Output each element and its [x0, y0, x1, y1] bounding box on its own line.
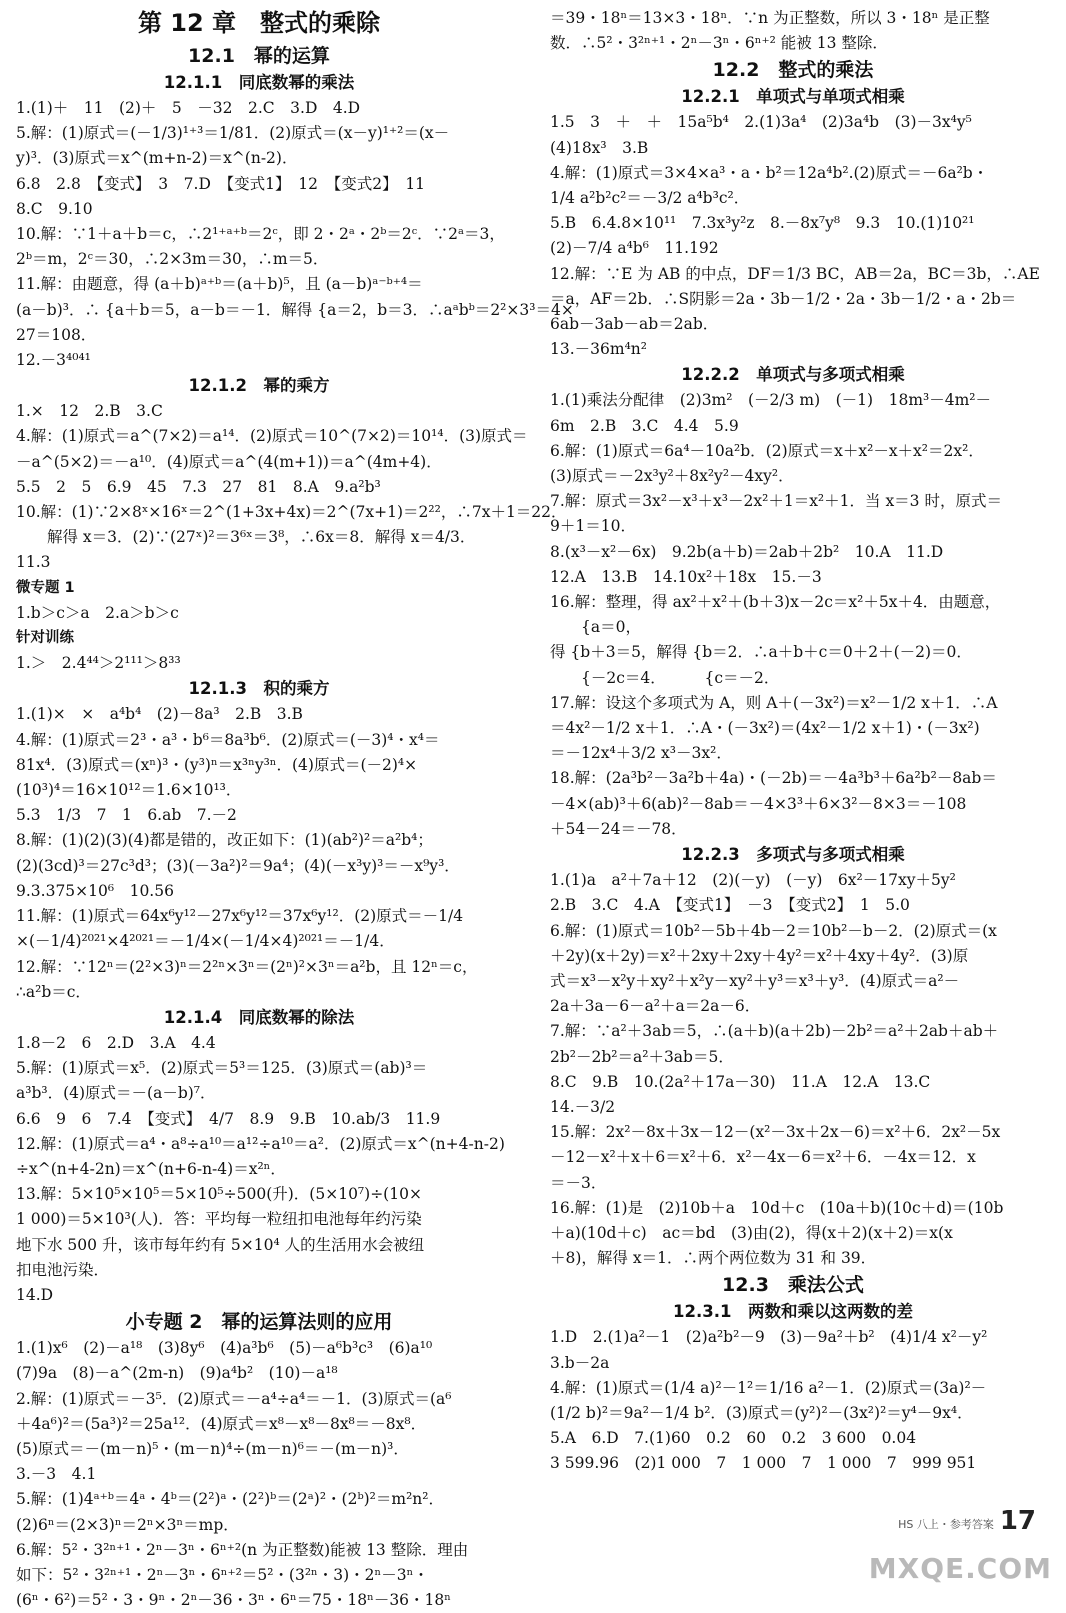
answer-line: {－2c＝4． {c＝－2． [550, 668, 780, 687]
answer-line: －4×(ab)³＋6(ab)²－8ab＝－4×3³＋6×3²－8×3＝－108 [550, 794, 967, 813]
answer-line: (1/2 b)²＝9a²－1/4 b²．(3)原式＝(y²)²－(3x²)²＝y⁴－9x⁴． [550, 1403, 973, 1422]
answer-line: 数．∴5²・3²ⁿ⁺¹・2ⁿ－3ⁿ・6ⁿ⁺² 能被 13 整除． [550, 34, 888, 53]
answer-line: 1.(1)＋ 11 (2)＋ 5 －32 2.C 3.D 4.D [16, 99, 361, 117]
answer-line: (5)原式＝－(m－n)⁵・(m－n)⁴÷(m－n)⁶＝－(m－n)³． [16, 1439, 409, 1458]
answer-line: 6.6 9 6 7.4 【变式】 4/7 8.9 9.B 10.ab/3 11.9 [16, 1109, 441, 1128]
answer-line: 5.解：(1)原式＝(－1/3)¹⁺³＝1/81．(2)原式＝(x－y)¹⁺²＝(x－ [16, 124, 450, 143]
page-number: 17 [999, 1506, 1036, 1536]
answer-line: 5.解：(1)原式＝x⁵．(2)原式＝5³＝125．(3)原式＝(ab)³＝ [16, 1059, 428, 1078]
answer-line: 11.解：由题意，得 (a＋b)ᵃ⁺ᵇ＝(a＋b)⁵，且 (a－b)ᵃ⁻ᵇ⁺⁴＝ [16, 275, 423, 294]
answer-line: 7.解：原式＝3x²－x³＋x³－2x²＋1＝x²＋1．当 x＝3 时，原式＝ [550, 492, 1002, 511]
answer-line: (10³)⁴＝16×10¹²＝1.6×10¹³． [16, 781, 242, 800]
answer-line: 11.解：(1)原式＝64x⁶y¹²－27x⁶y¹²＝37x⁶y¹²．(2)原式＝－1/4 [16, 907, 464, 926]
answer-line: 12.解：∵12ⁿ＝(2²×3)ⁿ＝2²ⁿ×3ⁿ＝(2ⁿ)²×3ⁿ＝a²b，且 12ⁿ＝c， [16, 957, 478, 976]
answer-line: 2.解：(1)原式＝－3⁵．(2)原式＝－a⁴÷a⁴＝－1．(3)原式＝(a⁶ [16, 1389, 452, 1408]
answer-line: 12.解：∵E 为 AB 的中点，DF＝1/3 BC，AB＝2a，BC＝3b，∴AE [550, 264, 1040, 283]
section-heading: 12.1.1 同底数幂的乘法 [163, 73, 355, 92]
answer-line: 3.－3 4.1 [16, 1465, 97, 1484]
answer-line: (3)原式＝－2x³y²＋8x²y²－4xy²． [550, 467, 794, 486]
answer-line: (4)18x³ 3.B [550, 138, 649, 157]
answer-line: 1.× 12 2.B 3.C [16, 402, 163, 421]
answer-line: 16.解：(1)是 (2)10b＋a 10d＋c (10a＋b)(10c＋d)＝(10b [550, 1198, 1004, 1217]
answer-line: 14.D [16, 1285, 54, 1304]
answer-line: －12－x²＋x＋6＝x²＋6．x²－4x－6＝x²＋6．－4x＝12．x [550, 1148, 976, 1167]
answer-line: 3.b－2a [550, 1353, 610, 1372]
answer-line: 1/4 a²b²c²＝－3/2 a⁴b³c²． [550, 189, 750, 208]
answer-line: ＋4a⁶)²＝(5a³)²＝25a¹²．(4)原式＝x⁸－x⁸－8x⁸＝－8x⁸． [16, 1414, 427, 1433]
section-heading: 12.2.3 多项式与多项式相乘 [681, 845, 905, 865]
watermark: MXQE.COM [868, 1552, 1052, 1585]
answer-line: ∴a²b＝c． [16, 982, 91, 1001]
answer-line: 81x⁴．(3)原式＝(xⁿ)³・(y³)ⁿ＝x³ⁿy³ⁿ．(4)原式＝(－2)⁴× [16, 755, 418, 774]
answer-line: ＋8)，解得 x＝1．∴两个两位数为 31 和 39． [550, 1249, 877, 1268]
answer-line: 11.3 [16, 553, 51, 572]
answer-line: 1.8－2 6 2.D 3.A 4.4 [16, 1033, 216, 1052]
answer-line: 9＋1＝10． [550, 517, 636, 536]
answer-line: ＋a)(10d＋c) ac＝bd (3)由(2)，得(x＋2)(x＋2)＝x(x [550, 1223, 953, 1242]
answer-line: (2)－7/4 a⁴b⁶ 11.192 [550, 239, 719, 258]
answer-line: 5.A 6.D 7.(1)60 0.2 60 0.2 3 600 0.04 [550, 1429, 917, 1448]
answer-line: 6.解：(1)原式＝10b²－5b＋4b－2＝10b²－b－2．(2)原式＝(x [550, 921, 997, 940]
answer-line: 13.解：5×10⁵×10⁵＝5×10⁵÷500(升)．(5×10⁷)÷(10× [16, 1185, 422, 1204]
page-footer [898, 1506, 1036, 1536]
answer-line: 27＝108． [16, 325, 97, 344]
answer-line: 得 {b＋3＝5，解得 {b＝2．∴a＋b＋c＝0＋2＋(－2)＝0． [550, 643, 972, 662]
section-tag: 针对训练 [16, 630, 74, 647]
answer-line: 5.5 2 5 6.9 45 7.3 27 81 8.A 9.a²b³ [16, 477, 381, 496]
answer-line: 2ᵇ＝m，2ᶜ＝30，∴2×3m＝30，∴m＝5． [16, 250, 329, 269]
answer-line: ＝－3． [550, 1173, 607, 1192]
answer-line: 13.－36m⁴n² [550, 340, 647, 359]
section-heading: 12.2.2 单项式与多项式相乘 [681, 365, 905, 385]
answer-line: 10.解：(1)∵2×8ˣ×16ˣ＝2^(1+3x+4x)＝2^(7x+1)＝2²²，∴7x＋1＝22． [16, 503, 567, 522]
answer-line: 12.解：(1)原式＝a⁴・a⁸÷a¹⁰＝a¹²÷a¹⁰＝a²．(2)原式＝x^(n+4-n-2) [16, 1134, 505, 1153]
answer-line: 12.－3⁴⁰⁴¹ [16, 351, 91, 370]
answer-line: 9.3.375×10⁶ 10.56 [16, 881, 174, 900]
answer-line: 6.8 2.8 【变式】 3 7.D 【变式1】 12 【变式2】 11 [16, 174, 426, 193]
answer-line: 14.－3/2 [550, 1097, 616, 1116]
answer-line: 1.b＞c＞a 2.a＞b＞c [16, 603, 179, 622]
answer-line: a³b³．(4)原式＝－(a－b)⁷． [16, 1084, 216, 1103]
answer-line: ×(－1/4)²⁰²¹×4²⁰²¹＝－1/4×(－1/4×4)²⁰²¹＝－1/4． [16, 932, 395, 951]
answer-line: 4.解：(1)原式＝3×4×a³・a・b²＝12a⁴b².(2)原式＝－6a²b・ [550, 163, 989, 182]
answer-line: 7.解：∵a²＋3ab＝5，∴(a＋b)(a＋2b)－2b²＝a²＋2ab＋ab＋ [550, 1022, 999, 1041]
answer-line: 15.解：2x²－8x＋3x－12－(x²－3x＋2x－6)＝x²＋6．2x²－5x [550, 1123, 1001, 1142]
answer-line: 2b²－2b²＝a²＋3ab＝5． [550, 1047, 734, 1066]
answer-line: 1.5 3 ＋ ＋ 15a⁵b⁴ 2.(1)3a⁴ (2)3a⁴b (3)－3x⁴y⁵ [550, 113, 972, 132]
answer-line: ＝a，AF＝2b．∴S阴影＝2a・3b－1/2・2a・3b－1/2・a・2b＝ [550, 289, 1017, 308]
answer-line: 6.解：(1)原式＝6a⁴－10a²b．(2)原式＝x＋x²－x＋x²＝2x²． [550, 441, 984, 460]
answer-line: ＝4x²－1/2 x＋1．∴A・(－3x²)＝(4x²－1/2 x＋1)・(－3x²) [550, 719, 980, 738]
chapter-title: 第 12 章 整式的乘除 [137, 9, 381, 37]
answer-line: 2.B 3.C 4.A 【变式1】 －3 【变式2】 1 5.0 [550, 896, 910, 915]
answer-line: 6ab－3ab－ab＝2ab． [550, 315, 719, 334]
section-heading: 12.3.1 两数和乘以这两数的差 [673, 1302, 913, 1322]
answer-line: 2a＋3a－6－a²＋a＝2a－6． [550, 997, 761, 1016]
answer-line: 1.(1)× × a⁴b⁴ (2)－8a³ 2.B 3.B [16, 705, 303, 724]
answer-line: 5.3 1/3 7 1 6.ab 7.－2 [16, 806, 237, 825]
answer-line: 4.解：(1)原式＝a^(7×2)＝a¹⁴．(2)原式＝10^(7×2)＝10¹⁴．(3)原式＝ [16, 427, 528, 446]
left-column [16, 6, 574, 1613]
answer-line: (a－b)³．∴ {a＋b＝5，a－b＝－1．解得 {a＝2，b＝3．∴aᵃbᵇ＝2²×3³＝4× [16, 300, 574, 319]
answer-line: 5.B 6.4.8×10¹¹ 7.3x³y²z 8.－8x⁷y⁸ 9.3 10.(1)10²¹ [550, 214, 975, 233]
section-heading: 12.1.3 积的乘方 [188, 679, 330, 699]
answer-line: ＝－12x⁴＋3/2 x³－3x²． [550, 744, 732, 763]
answer-line: 10.解：∵1＋a＋b＝c，∴2¹⁺ᵃ⁺ᵇ＝2ᶜ，即 2・2ᵃ・2ᵇ＝2ᶜ．∵2ᵃ＝3， [16, 225, 505, 244]
section-heading: 12.2 整式的乘法 [712, 59, 874, 82]
answer-line: 式＝x³－x²y＋xy²＋x²y－xy²＋y³＝x³＋y³．(4)原式＝a²－ [550, 971, 960, 990]
answer-line: 3 599.96 (2)1 000 7 1 000 7 1 000 7 999 951 [550, 1454, 977, 1473]
answer-line: 12.A 13.B 14.10x²＋18x 15.－3 [550, 567, 822, 586]
footer-label: HS 八上・参考答案 [898, 1518, 994, 1531]
answer-line: (2)(3cd)³＝27c³d³；(3)(－3a²)²＝9a⁴；(4)(－x³y)³＝－x⁹y³． [16, 856, 460, 875]
answer-line: ＋2y)(x＋2y)＝x²＋2xy＋2xy＋4y²＝x²＋4xy＋4y²．(3)原 [550, 946, 969, 965]
answer-line: 8.C 9.10 [16, 199, 93, 218]
answer-line: (7)9a (8)－a^(2m-n) (9)a⁴b² (10)－a¹⁸ [16, 1364, 338, 1383]
answer-line: 18.解：(2a³b²－3a²b＋4a)・(－2b)＝－4a³b³＋6a²b²－8ab＝ [550, 769, 997, 788]
section-heading: 12.1.2 幂的乘方 [188, 376, 330, 396]
answer-line: 8.C 9.B 10.(2a²＋17a－30) 11.A 12.A 13.C [550, 1072, 931, 1091]
answer-line: 6.解：5²・3²ⁿ⁺¹・2ⁿ－3ⁿ・6ⁿ⁺²(n 为正整数)能被 13 整除．理由 [16, 1540, 469, 1559]
answer-line: 解得 x＝3．(2)∵(27ˣ)²＝3⁶ˣ＝3⁸，∴6x＝8．解得 x＝4/3． [16, 528, 476, 547]
answer-line: 5.解：(1)4ᵃ⁺ᵇ＝4ᵃ・4ᵇ＝(2²)ᵃ・(2²)ᵇ＝(2ᵃ)²・(2ᵇ)²＝m²n²． [16, 1490, 445, 1509]
section-heading: 12.3 乘法公式 [722, 1274, 864, 1297]
answer-line: 17.解：设这个多项式为 A，则 A＋(－3x²)＝x²－1/2 x＋1．∴A [550, 693, 998, 712]
section-heading: 12.1.4 同底数幂的除法 [163, 1007, 355, 1027]
section-heading: 12.1 幂的运算 [188, 45, 330, 67]
answer-line: ＝39・18ⁿ＝13×3・18ⁿ．∵n 为正整数，所以 3・18ⁿ 是正整 [550, 9, 990, 27]
right-column [550, 6, 1040, 1477]
answer-line: 1.D 2.(1)a²－1 (2)a²b²－9 (3)－9a²＋b² (4)1/4 x²－y² [550, 1328, 988, 1347]
answer-line: ÷x^(n+4-2n)＝x^(n+6-n-4)＝x²ⁿ． [16, 1159, 286, 1178]
answer-line: (6ⁿ・6²)＝5²・3・9ⁿ・2ⁿ－36・3ⁿ・6ⁿ＝75・18ⁿ－36・18ⁿ [16, 1591, 451, 1610]
answer-line: 1.(1)x⁶ (2)－a¹⁸ (3)8y⁶ (4)a³b⁶ (5)－a⁶b³c³ (6)a¹⁰ [16, 1339, 433, 1358]
answer-line: －a^(5×2)＝－a¹⁰．(4)原式＝a^(4(m+1))＝a^(4m+4)． [16, 452, 442, 471]
answer-line: 地下水 500 升，该市每年约有 5×10⁴ 人的生活用水会被纽 [16, 1235, 425, 1254]
answer-line: 扣电池污染． [16, 1260, 110, 1279]
answer-line: (2)6ⁿ＝(2×3)ⁿ＝2ⁿ×3ⁿ＝mp． [16, 1515, 239, 1534]
answer-line: 16.解：整理，得 ax²＋x²＋(b＋3)x－2c＝x²＋5x＋4．由题意， [550, 593, 1001, 612]
section-heading: 12.2.1 单项式与单项式相乘 [681, 87, 905, 107]
answer-line: 6m 2.B 3.C 4.4 5.9 [550, 416, 739, 435]
answer-line: 8.解：(1)(2)(3)(4)都是错的，改正如下：(1)(ab²)²＝a²b⁴； [16, 831, 433, 850]
answer-line: 如下：5²・3²ⁿ⁺¹・2ⁿ－3ⁿ・6ⁿ⁺²＝5²・(3²ⁿ・3)・2ⁿ－3ⁿ・ [16, 1565, 429, 1584]
answer-line: y)³．(3)原式＝x^(m+n-2)＝x^(n-2)． [16, 149, 298, 168]
answer-line: {a＝0， [550, 618, 641, 637]
answer-line: 8.(x³－x²－6x) 9.2b(a＋b)＝2ab＋2b² 10.A 11.D [550, 542, 944, 561]
answer-line: 4.解：(1)原式＝2³・a³・b⁶＝8a³b⁶．(2)原式＝(－3)⁴・x⁴＝ [16, 730, 440, 749]
section-tag: 微专题 1 [16, 579, 75, 596]
answer-line: 1.＞ 2.4⁴⁴＞2¹¹¹＞8³³ [16, 654, 181, 673]
answer-line: 1.(1)乘法分配律 (2)3m² (－2/3 m) (－1) 18m³－4m²－ [550, 391, 992, 410]
answer-line: 4.解：(1)原式＝(1/4 a)²－1²＝1/16 a²－1．(2)原式＝(3a)²－ [550, 1378, 987, 1397]
answer-line: 1.(1)a a²＋7a＋12 (2)(－y) (－y) 6x²－17xy＋5y² [550, 871, 956, 890]
answer-line: 1 000)＝5×10³(人)．答：平均每一粒纽扣电池每年约污染 [16, 1210, 422, 1229]
section-heading: 小专题 2 幂的运算法则的应用 [125, 1311, 393, 1334]
answer-line: ＋54－24＝－78． [550, 819, 687, 838]
